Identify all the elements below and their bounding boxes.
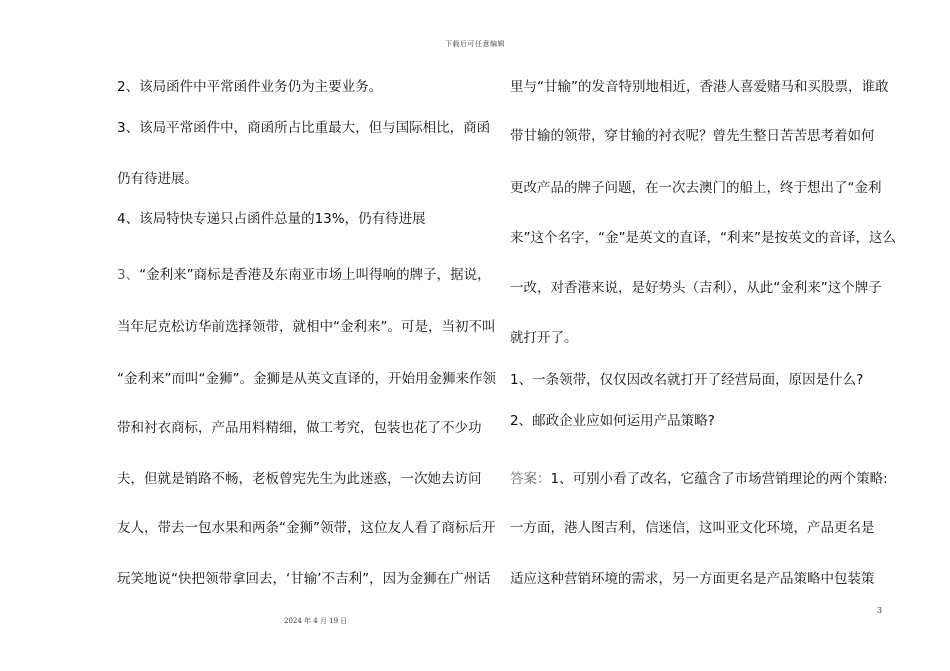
- text-line: 仍有待进展。: [117, 171, 198, 187]
- text-line: 当年尼克松访华前选择领带，就相中“金利来”。可是，当初不叫: [117, 319, 496, 335]
- text-line: 一改，对香港来说，是好势头（吉利），从此“金利来”这个牌子: [510, 280, 882, 296]
- page-number: 3: [877, 606, 883, 615]
- section-number: 3、: [117, 267, 140, 283]
- text-line: 更改产品的牌子问题，在一次去澳门的船上，终于想出了“金利: [510, 180, 882, 196]
- text-line: 2、该局函件中平常函件业务仍为主要业务。: [117, 79, 383, 95]
- text-line: 3、该局平常函件中，商函所占比重最大，但与国际相比，商函: [117, 120, 491, 136]
- question-item: 2、邮政企业应如何运用产品策略?: [510, 413, 715, 429]
- text-line: 就打开了。: [510, 330, 578, 346]
- text-line: 带和衬衣商标，产品用料精细，做工考究，包装也花了不少功: [117, 420, 482, 436]
- question-item: 1、一条领带，仅仅因改名就打开了经营局面，原因是什么?: [510, 372, 864, 388]
- text-line: 4、该局特快专递只占函件总量的13%，仍有待进展: [117, 211, 426, 227]
- text-line: 一方面，港人图吉利，信迷信，这叫亚文化环境，产品更名是: [510, 520, 875, 536]
- text-line: 来”这个名字，“金”是英文的直译，“利来”是按英文的音译，这么: [510, 230, 896, 246]
- answer-line: 答案：1、可别小看了改名，它蕴含了市场营销理论的两个策略:: [510, 471, 888, 487]
- text-line: 夫，但就是销路不畅，老板曾宪先生为此迷惑，一次她去访问: [117, 471, 482, 487]
- page-header: 下载后可任意编辑: [445, 40, 505, 48]
- answer-label: 答案：: [510, 471, 551, 487]
- text-line: 带甘输的领带，穿甘输的衬衣呢？曾先生整日苦苦思考着如何: [510, 128, 875, 144]
- text-line: 里与“甘输”的发音特别地相近，香港人喜爱赌马和买股票，谁敢: [510, 79, 889, 95]
- text-line: 友人，带去一包水果和两条“金狮”领带，这位友人看了商标后开: [117, 520, 496, 536]
- text-line: 3、“金利来”商标是香港及东南亚市场上叫得响的牌子，据说，: [117, 267, 491, 283]
- text-line: 玩笑地说“快把领带拿回去，‘甘输’不吉利”，因为金狮在广州话: [117, 571, 491, 587]
- text-line: “金利来”而叫“金狮”。金狮是从英文直译的，开始用金狮来作领: [117, 371, 496, 387]
- text-line: 适应这种营销环境的需求，另一方面更名是产品策略中包装策: [510, 571, 875, 587]
- footer-date: 2024 年 4 月 19 日: [284, 617, 348, 625]
